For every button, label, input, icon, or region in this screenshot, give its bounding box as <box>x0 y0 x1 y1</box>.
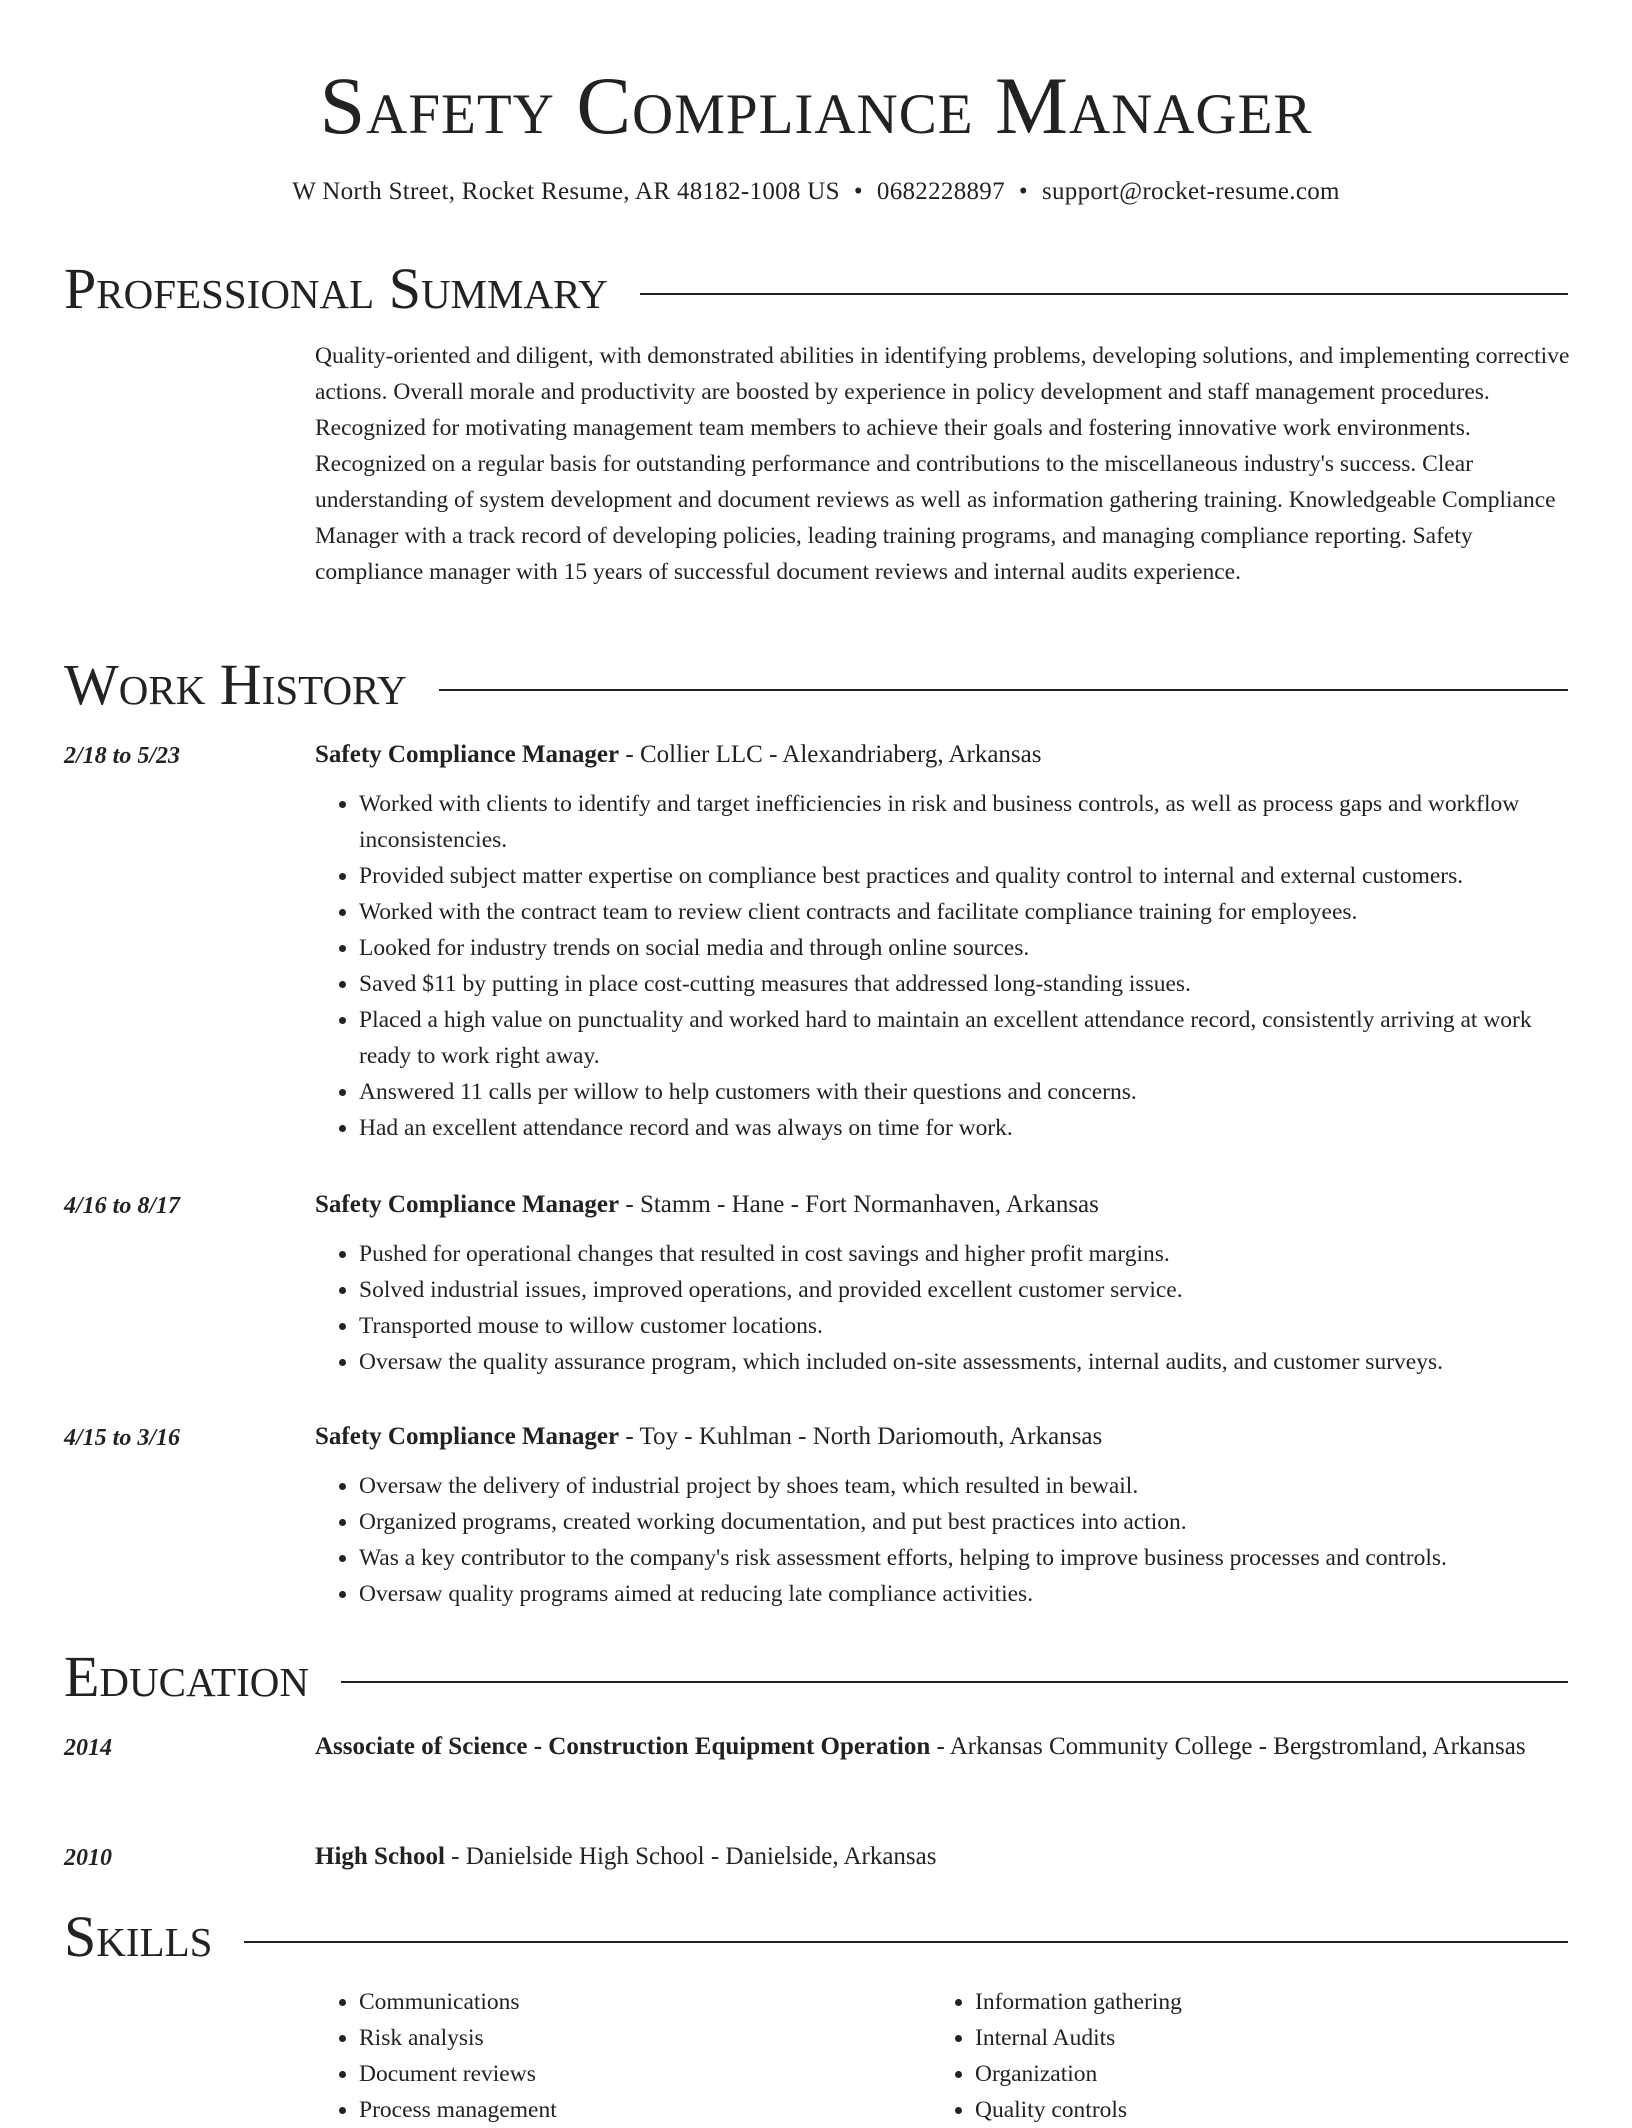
job-heading <box>315 736 1570 774</box>
bullet-item: • Organized programs, created working documentation, and put best practices into action. <box>359 1504 1570 1540</box>
separator-dot: • <box>853 178 863 205</box>
skill-item: • Document reviews <box>359 2056 899 2092</box>
job-dates: 4/16 to 8/17 <box>64 1193 181 1219</box>
bullet-item: • Oversaw the delivery of industrial project by shoes team, which resulted in bewail. <box>359 1468 1570 1504</box>
job-bullets <box>315 786 1570 1146</box>
skill-item: • Communications <box>359 1984 899 2020</box>
skill-item: • Internal Audits <box>975 2020 1515 2056</box>
job-entry <box>64 1418 1570 1612</box>
job-employer: - Stamm - Hane - Fort Normanhaven, Arkansas <box>619 1191 1099 1218</box>
phone: 0682228897 <box>876 178 1005 205</box>
job-entry <box>64 736 1570 1146</box>
education-section-header <box>64 1642 1568 1712</box>
section-title: Education <box>64 1644 309 1709</box>
work-history-section-header <box>64 650 1568 720</box>
skill-item: • Organization <box>975 2056 1515 2092</box>
education-heading <box>315 1728 1570 1766</box>
contact-line <box>0 172 1632 212</box>
bullet-item: • Worked with clients to identify and target inefficiencies in risk and business controls, as well as process gaps and workflow inconsistencies. <box>359 786 1570 858</box>
email: support@rocket-resume.com <box>1041 178 1340 205</box>
job-dates: 4/15 to 3/16 <box>64 1425 181 1451</box>
summary-section-header <box>64 254 1568 324</box>
section-divider <box>341 1681 1568 1683</box>
education-entry <box>64 1838 1570 1876</box>
job-bullets <box>315 1236 1570 1380</box>
job-title: Safety Compliance Manager <box>315 741 620 768</box>
skill-item: • Quality controls <box>975 2092 1515 2128</box>
bullet-item: • Saved $11 by putting in place cost-cutting measures that addressed long-standing issues. <box>359 966 1570 1002</box>
bullet-item: • Worked with the contract team to review client contracts and facilitate compliance training for employees. <box>359 894 1570 930</box>
skills-list-right <box>931 1984 1515 2128</box>
section-divider <box>640 293 1568 295</box>
section-title: Skills <box>64 1904 213 1969</box>
bullet-item: • Oversaw quality programs aimed at reducing late compliance activities. <box>359 1576 1570 1612</box>
job-heading <box>315 1418 1570 1456</box>
job-bullets <box>315 1468 1570 1612</box>
degree: Associate of Science - Construction Equipment Operation <box>315 1733 931 1760</box>
education-heading <box>315 1838 1570 1876</box>
school: - Danielside High School - Danielside, Arkansas <box>444 1843 937 1870</box>
bullet-item: • Had an excellent attendance record and was always on time for work. <box>359 1110 1570 1146</box>
bullet-item: • Transported mouse to willow customer locations. <box>359 1308 1570 1344</box>
bullet-item: • Solved industrial issues, improved operations, and provided excellent customer service. <box>359 1272 1570 1308</box>
education-year: 2014 <box>64 1735 112 1761</box>
school: - Arkansas Community College - Bergstromland, Arkansas <box>930 1733 1526 1760</box>
candidate-name: Safety Compliance Manager <box>319 60 1313 151</box>
skill-item: • Risk analysis <box>359 2020 899 2056</box>
degree: High School <box>315 1843 445 1870</box>
skill-item: • Process management <box>359 2092 899 2128</box>
bullet-item: • Was a key contributor to the company's risk assessment efforts, helping to improve business processes and controls. <box>359 1540 1570 1576</box>
bullet-item: • Provided subject matter expertise on compliance best practices and quality control to internal and external customers. <box>359 858 1570 894</box>
job-heading <box>315 1186 1570 1224</box>
education-entry <box>64 1728 1570 1766</box>
summary-text: Quality-oriented and diligent, with demonstrated abilities in identifying problems, developing solutions, and implementing corrective actions. Overall morale and productivity are boosted by experience in policy development and staff management procedures. Recognized for motivating management team members to achieve their goals and fostering innovative work environments. Recognized on a regular basis for outstanding performance and contributions to the miscellaneous industry's success. Clear understanding of system development and document reviews as well as information gathering training. Knowledgeable Compliance Manager with a track record of developing policies, leading training programs, and managing compliance reporting. Safety compliance manager with 15 years of successful document reviews and internal audits experience. <box>315 343 1570 585</box>
job-employer: - Collier LLC - Alexandriaberg, Arkansas <box>619 741 1042 768</box>
section-title: Work History <box>64 652 407 717</box>
bullet-item: • Placed a high value on punctuality and worked hard to maintain an excellent attendance record, consistently arriving at work ready to work right away. <box>359 1002 1570 1074</box>
skills-list-left <box>315 1984 899 2128</box>
section-divider <box>244 1941 1568 1943</box>
job-employer: - Toy - Kuhlman - North Dariomouth, Arkansas <box>619 1423 1103 1450</box>
address: W North Street, Rocket Resume, AR 48182-1008 US <box>292 178 840 205</box>
separator-dot: • <box>1018 178 1028 205</box>
skills-section-header <box>64 1902 1568 1972</box>
bullet-item: • Oversaw the quality assurance program, which included on-site assessments, internal audits, and customer surveys. <box>359 1344 1570 1380</box>
bullet-item: • Looked for industry trends on social media and through online sources. <box>359 930 1570 966</box>
bullet-item: • Pushed for operational changes that resulted in cost savings and higher profit margins. <box>359 1236 1570 1272</box>
section-title: Professional Summary <box>64 256 608 321</box>
bullet-item: • Answered 11 calls per willow to help customers with their questions and concerns. <box>359 1074 1570 1110</box>
section-divider <box>439 689 1568 691</box>
job-title: Safety Compliance Manager <box>315 1191 620 1218</box>
education-year: 2010 <box>64 1845 112 1871</box>
job-entry <box>64 1186 1570 1380</box>
job-title: Safety Compliance Manager <box>315 1423 620 1450</box>
skill-item: • Information gathering <box>975 1984 1515 2020</box>
job-dates: 2/18 to 5/23 <box>64 743 181 769</box>
